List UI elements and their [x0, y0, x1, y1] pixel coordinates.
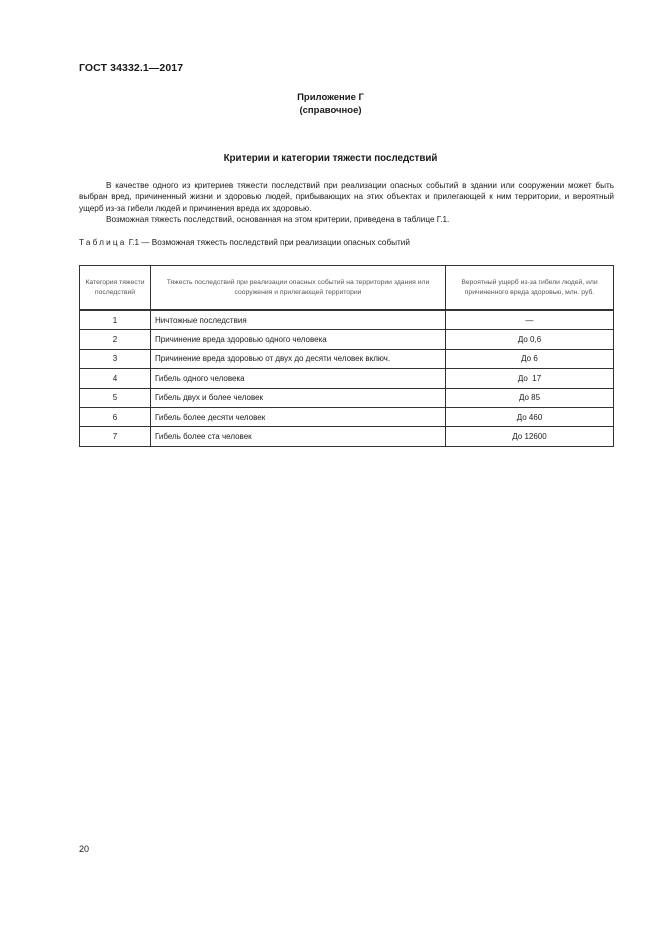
- table-cell-severity: Гибель одного человека: [151, 369, 446, 388]
- table-caption-number: Г.1: [128, 238, 140, 247]
- paragraph: Возможная тяжесть последствий, основанная на этом критерии, приведена в таблице Г.1.: [106, 214, 450, 224]
- table-cell-damage: —: [446, 310, 614, 330]
- table-caption: [79, 238, 410, 247]
- table-cell-severity: Ничтожные последствия: [151, 310, 446, 330]
- table-row: [80, 427, 614, 446]
- table-cell-severity: Гибель более ста человек: [151, 427, 446, 446]
- appendix-heading: [0, 91, 661, 117]
- table-caption-prefix: Таблица: [79, 238, 127, 247]
- paragraph: В качестве одного из критериев тяжести последствий при реализации опасных событий в здании или сооружении может быть выбран вред, причиненный жизни и здоровью людей, прибывающих на этих объектах и прилегающей к ним территории, и вероятный ущерб из-за гибели людей и причинения вреда их здоровью.: [79, 181, 614, 213]
- severity-table: [79, 265, 614, 447]
- table-cell-severity: Гибель более десяти человек: [151, 407, 446, 426]
- table-caption-text: — Возможная тяжесть последствий при реализации опасных событий: [141, 238, 410, 247]
- table-cell-damage: До 12600: [446, 427, 614, 446]
- table-cell-damage: До 6: [446, 349, 614, 368]
- page-number: 20: [79, 844, 90, 854]
- table-cell-damage: До 0,6: [446, 330, 614, 349]
- appendix-subtitle: (справочное): [299, 105, 362, 116]
- table-cell-damage: До 460: [446, 407, 614, 426]
- table-cell-category: 1: [80, 310, 151, 330]
- table-row: [80, 330, 614, 349]
- table-cell-category: 3: [80, 349, 151, 368]
- table-row: [80, 369, 614, 388]
- table-cell-severity: Гибель двух и более человек: [151, 388, 446, 407]
- table-cell-severity: Причинение вреда здоровью одного человека: [151, 330, 446, 349]
- body-text: [79, 180, 614, 225]
- appendix-title: Приложение Г: [297, 92, 364, 103]
- column-header-damage: Вероятный ущерб из-за гибели людей, или причиненного вреда здоровью, млн. руб.: [446, 266, 614, 311]
- section-title: Критерии и категории тяжести последствий: [223, 153, 438, 164]
- table-cell-damage: До 85: [446, 388, 614, 407]
- table-cell-category: 2: [80, 330, 151, 349]
- table-cell-category: 6: [80, 407, 151, 426]
- document-header: ГОСТ 34332.1—2017: [79, 62, 184, 74]
- table-row: [80, 407, 614, 426]
- column-header-severity: Тяжесть последствий при реализации опасных событий на территории здания или сооружения и прилегающей территории: [151, 266, 446, 311]
- table-row: [80, 349, 614, 368]
- table-cell-category: 7: [80, 427, 151, 446]
- table-row: [80, 310, 614, 330]
- table-cell-damage: До 17: [446, 369, 614, 388]
- table-cell-category: 5: [80, 388, 151, 407]
- column-header-category: Категория тяжести последствий: [80, 266, 151, 311]
- table-row: [80, 388, 614, 407]
- table-header-row: [80, 266, 614, 311]
- table-cell-category: 4: [80, 369, 151, 388]
- table-cell-severity: Причинение вреда здоровью от двух до десяти человек включ.: [151, 349, 446, 368]
